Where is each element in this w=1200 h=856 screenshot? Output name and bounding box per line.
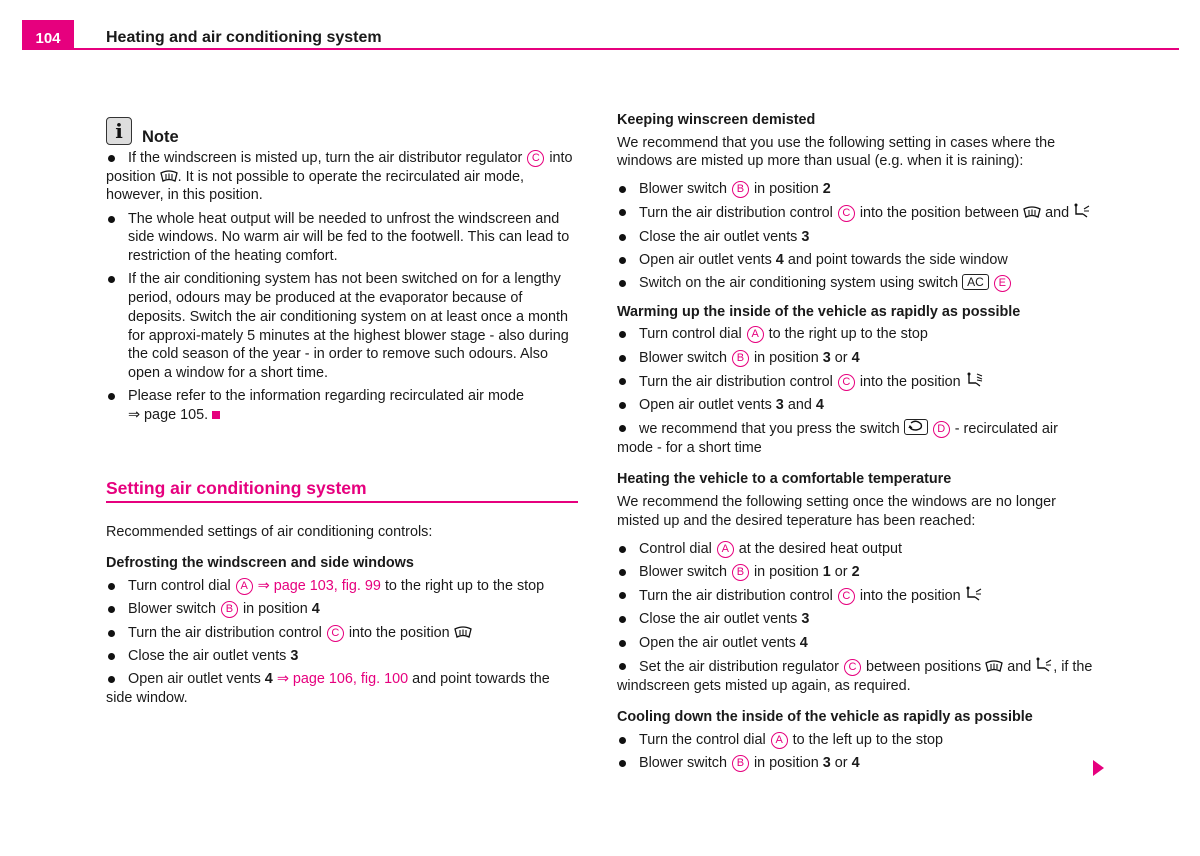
page-header-title: Heating and air conditioning system bbox=[106, 29, 382, 46]
control-a-marker: A bbox=[717, 541, 734, 558]
cooling-item-blower: Blower switch B in position 3 or 4 bbox=[617, 754, 1097, 773]
warmup-item-distribution: Turn the air distribution control C into the position bbox=[617, 372, 1097, 392]
comfort-heading: Heating the vehicle to a comfortable temperature bbox=[617, 471, 952, 488]
comfort-item-blower: Blower switch B in position 1 or 2 bbox=[617, 563, 1097, 582]
demist-item-ac: Switch on the air conditioning system using switch AC E bbox=[617, 274, 1097, 293]
control-c-marker: C bbox=[838, 205, 855, 222]
control-b-marker: B bbox=[732, 350, 749, 367]
footwell-vent-icon bbox=[1035, 657, 1053, 673]
control-e-marker: E bbox=[994, 275, 1011, 292]
note-item-odours: If the air conditioning system has not been switched on for a lengthy period, odours may be produced at the evaporator because of deposits. Switch the air conditioning system on at least once a month for approxi-mately 5 minutes at the highest blower stage - also during the cold season of the year - in order to remove such odours. Also open a window for a short time. bbox=[106, 270, 578, 382]
windscreen-defrost-icon bbox=[160, 169, 178, 183]
demist-item-blower: Blower switch B in position 2 bbox=[617, 180, 1097, 199]
cooling-heading: Cooling down the inside of the vehicle as rapidly as possible bbox=[617, 709, 1033, 726]
cooling-item-dial: Turn the control dial A to the left up to the stop bbox=[617, 731, 1097, 750]
note-title: Note bbox=[142, 128, 179, 146]
left-column bbox=[106, 113, 578, 712]
warmup-item-recirculate: we recommend that you press the switch D - recirculated air mode - for a short time bbox=[617, 419, 1097, 457]
comfort-item-open-vents: Open the air outlet vents 4 bbox=[617, 634, 1097, 653]
demist-item-open-vents: Open air outlet vents 4 and point towards the side window bbox=[617, 251, 1097, 270]
note-item-recirculated: Please refer to the information regarding recirculated air mode ⇒ page 105. bbox=[106, 387, 578, 424]
footwell-vent-icon bbox=[965, 586, 983, 602]
control-c-marker: C bbox=[527, 150, 544, 167]
defrost-item-blower: Blower switch B in position 4 bbox=[106, 600, 578, 619]
defrost-item-close-vents: Close the air outlet vents 3 bbox=[106, 647, 578, 666]
demist-intro: We recommend that you use the following setting in cases where the windows are misted up more than usual (e.g. when it is raining): bbox=[617, 134, 1056, 170]
right-column bbox=[617, 111, 1097, 777]
control-b-marker: B bbox=[732, 564, 749, 581]
windscreen-defrost-icon bbox=[1023, 205, 1041, 219]
continue-arrow-icon[interactable] bbox=[1093, 760, 1104, 776]
comfort-item-close-vents: Close the air outlet vents 3 bbox=[617, 610, 1097, 629]
control-d-marker: D bbox=[933, 421, 950, 438]
warmup-heading: Warming up the inside of the vehicle as rapidly as possible bbox=[617, 303, 1021, 320]
control-b-marker: B bbox=[221, 601, 238, 618]
defrost-item-dial: Turn control dial A ⇒ page 103, fig. 99 to the right up to the stop bbox=[106, 577, 578, 596]
control-c-marker: C bbox=[838, 374, 855, 391]
control-a-marker: A bbox=[747, 326, 764, 343]
warmup-item-dial: Turn control dial A to the right up to the stop bbox=[617, 325, 1097, 344]
note-item-heat-output: The whole heat output will be needed to unfrost the windscreen and side windows. No warm air will be fed to the footwell. This can lead to restriction of the heating comfort. bbox=[106, 210, 578, 266]
ac-switch-key: AC bbox=[962, 274, 989, 290]
end-of-section-marker bbox=[212, 411, 220, 419]
control-b-marker: B bbox=[732, 181, 749, 198]
comfort-item-set-regulator: Set the air distribution regulator C between positions and , if the windscreen gets misted up again, as required. bbox=[617, 657, 1097, 695]
comfort-item-dial: Control dial A at the desired heat output bbox=[617, 540, 1097, 559]
demist-item-close-vents: Close the air outlet vents 3 bbox=[617, 228, 1097, 247]
footwell-vent-icon bbox=[1073, 203, 1091, 219]
footwell-defrost-vent-icon bbox=[965, 372, 985, 388]
section-title: Setting air conditioning system bbox=[106, 478, 367, 499]
note-item-windscreen: If the windscreen is misted up, turn the air distributor regulator C into position . It is not possible to operate the recirculated air mode, however, in this position. bbox=[106, 149, 578, 205]
page-number: 104 bbox=[22, 20, 74, 50]
defrost-item-open-vents: Open air outlet vents 4 ⇒ page 106, fig. 100 and point towards the side window. bbox=[106, 670, 578, 707]
comfort-item-distribution: Turn the air distribution control C into the position bbox=[617, 586, 1097, 606]
page-link-106[interactable]: ⇒ page 106, fig. 100 bbox=[276, 671, 409, 688]
defrost-item-distribution: Turn the air distribution control C into the position bbox=[106, 624, 578, 643]
windscreen-defrost-icon bbox=[985, 659, 1003, 673]
defrost-heading: Defrosting the windscreen and side windows bbox=[106, 555, 414, 572]
recirculation-switch-icon bbox=[904, 419, 928, 435]
control-c-marker: C bbox=[327, 625, 344, 642]
windscreen-defrost-icon bbox=[454, 625, 472, 639]
info-i-icon: i bbox=[106, 117, 132, 145]
demist-heading: Keeping winscreen demisted bbox=[617, 112, 816, 128]
section-intro: Recommended settings of air conditioning controls: bbox=[106, 523, 433, 540]
warmup-item-blower: Blower switch B in position 3 or 4 bbox=[617, 349, 1097, 368]
demist-item-distribution: Turn the air distribution control C into the position between and bbox=[617, 203, 1097, 223]
control-b-marker: B bbox=[732, 755, 749, 772]
note-header bbox=[106, 113, 578, 145]
warmup-item-open-vents: Open air outlet vents 3 and 4 bbox=[617, 396, 1097, 415]
control-c-marker: C bbox=[838, 588, 855, 605]
page-link-103[interactable]: ⇒ page 103, fig. 99 bbox=[257, 578, 381, 595]
control-a-marker: A bbox=[771, 732, 788, 749]
comfort-intro: We recommend the following setting once the windows are no longer misted up and the desired teperature has been reached: bbox=[617, 494, 1056, 529]
control-a-marker: A bbox=[236, 578, 253, 595]
header-divider bbox=[22, 48, 1179, 50]
control-c-marker: C bbox=[844, 659, 861, 676]
